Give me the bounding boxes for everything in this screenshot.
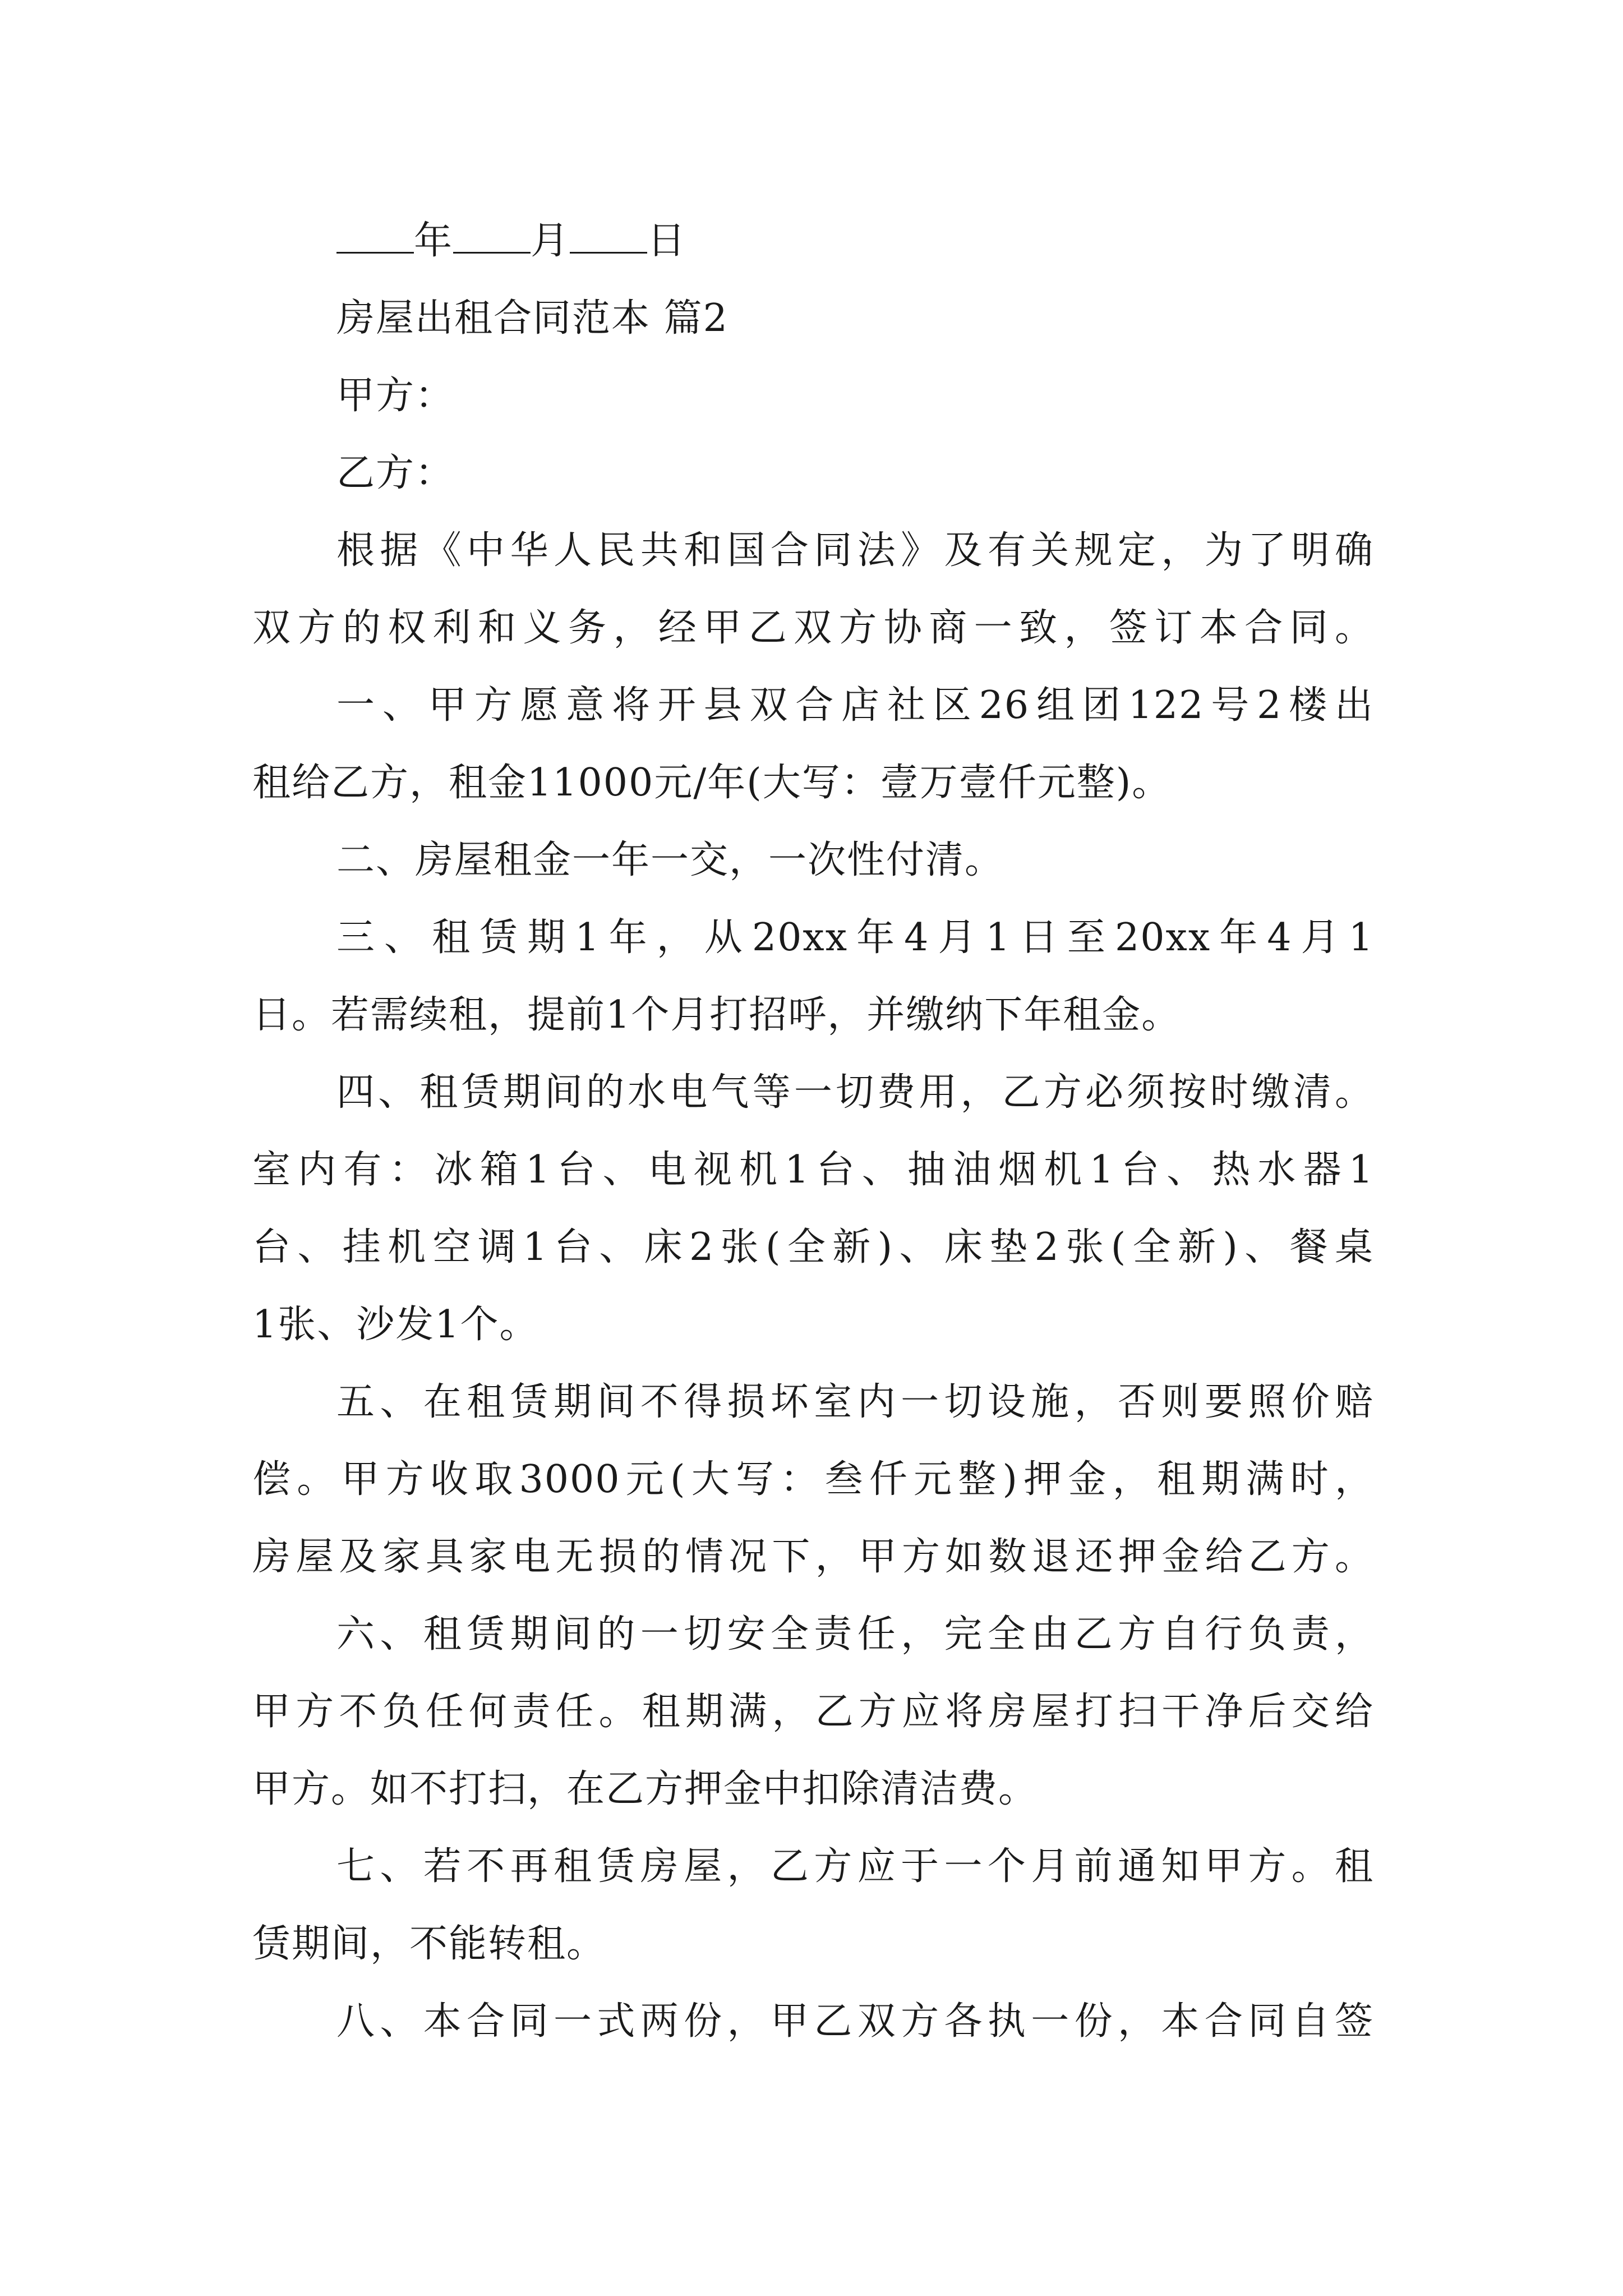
party-a-label: 甲方： [336, 374, 455, 418]
document-title: 房屋出租合同范本 篇2 [336, 296, 728, 341]
text-line: 偿。甲方收取3000元(大写：叁仟元整)押金，租期满时， [252, 1457, 1374, 1502]
text-line: 房屋及家具家电无损的情况下，甲方如数退还押金给乙方。 [252, 1535, 1374, 1579]
text-line: 四、租赁期间的水电气等一切费用，乙方必须按时缴清。 [336, 1070, 1374, 1115]
text-line: 租给乙方，租金11000元/年(大写：壹万壹仟元整)。 [252, 761, 1172, 805]
month-label: 月 [531, 219, 570, 263]
party-b-label: 乙方： [336, 451, 455, 495]
month-blank [453, 217, 531, 254]
year-blank [336, 217, 414, 254]
text-line: 根据《中华人民共和国合同法》及有关规定，为了明确 [336, 528, 1374, 573]
text-line: 赁期间，不能转租。 [252, 1922, 606, 1966]
text-line: 八、本合同一式两份，甲乙双方各执一份，本合同自签 [336, 1999, 1374, 2044]
day-label: 日 [647, 219, 687, 263]
text-line: 六、租赁期间的一切安全责任，完全由乙方自行负责， [336, 1612, 1374, 1657]
text-line: 室内有：冰箱1台、电视机1台、抽油烟机1台、热水器1 [252, 1148, 1374, 1192]
text-line: 三、租赁期1年，从20xx年4月1日至20xx年4月1 [336, 915, 1374, 960]
text-line: 台、挂机空调1台、床2张(全新)、床垫2张(全新)、餐桌 [252, 1225, 1374, 1269]
text-line: 甲方不负任何责任。租期满，乙方应将房屋打扫干净后交给 [252, 1690, 1374, 1734]
text-line: 双方的权利和义务，经甲乙双方协商一致，签订本合同。 [252, 606, 1374, 650]
year-label: 年 [414, 219, 454, 263]
text-line: 一、甲方愿意将开县双合店社区26组团122号2楼出 [336, 683, 1374, 728]
day-blank [570, 217, 647, 254]
text-line: 日。若需续租，提前1个月打招呼，并缴纳下年租金。 [252, 993, 1181, 1037]
date-line [336, 213, 686, 269]
text-line: 五、在租赁期间不得损坏室内一切设施，否则要照价赔 [336, 1380, 1374, 1424]
text-line: 甲方。如不打扫，在乙方押金中扣除清洁费。 [252, 1767, 1038, 1811]
text-line: 1张、沙发1个。 [252, 1303, 539, 1347]
text-line: 七、若不再租赁房屋，乙方应于一个月前通知甲方。租 [336, 1844, 1374, 1889]
text-line: 二、房屋租金一年一交，一次性付清。 [336, 838, 1004, 882]
